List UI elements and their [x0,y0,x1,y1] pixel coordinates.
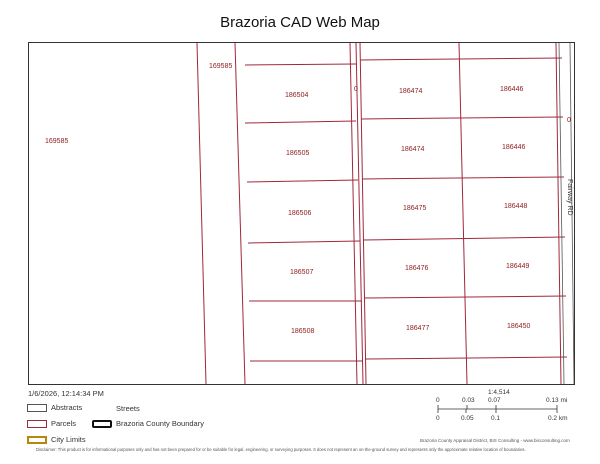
timestamp: 1/6/2026, 12:14:34 PM [28,389,104,398]
legend-label: Abstracts [51,403,83,412]
parcel-label: 186477 [406,325,430,332]
parcel-label: 186474 [399,88,423,95]
scale-ratio: 1:4,514 [488,389,510,396]
parcel-label: 186446 [500,86,524,93]
parcel-label: 186475 [403,205,427,212]
parcel-label: 186474 [401,146,425,153]
scale-tick: 0.2 km [548,415,568,422]
legend-parcels [27,419,76,428]
scale-tick: 0 [436,415,440,422]
parcel-label: 186476 [405,265,429,272]
map-frame[interactable] [28,42,575,385]
legend-abstracts [27,403,82,412]
parcel-label: 186450 [507,323,531,330]
scale-tick: 0.07 [488,397,501,404]
legend-streets [92,404,140,413]
parcel-label: 169585 [45,138,69,145]
parcel-label: 186448 [504,203,528,210]
parcel-label: 169585 [209,63,233,70]
parcel-label: 186446 [502,144,526,151]
city-limits-swatch [27,436,47,444]
legend-city-limits [27,435,86,444]
credit-text: Brazoria County Appraisal District, BIS Consulting - www.bisconsulting.com [420,438,570,443]
parcel-label: 0 [567,117,571,124]
parcel-label: 186505 [286,150,310,157]
abstracts-swatch [27,404,47,412]
scale-tick: 0.13 mi [546,397,568,404]
legend-label: Brazoria County Boundary [116,419,204,428]
parcel-label: 186506 [288,210,312,217]
scale-tick: 0.05 [461,415,474,422]
legend-county-boundary [92,419,204,428]
parcel-label: 186449 [506,263,530,270]
parcel-label: 186504 [285,92,309,99]
parcel-label: 186508 [291,328,315,335]
legend-label: Streets [116,404,140,413]
scale-tick: 0.03 [462,397,475,404]
street-label: Fairway RD [566,179,573,216]
parcel-label: 186507 [290,269,314,276]
county-boundary-swatch [92,420,112,428]
legend-label: City Limits [51,435,86,444]
parcels-swatch [27,420,47,428]
parcel-label: 0 [354,86,358,93]
legend-label: Parcels [51,419,77,428]
scale-tick: 0 [436,397,440,404]
disclaimer-text: Disclaimer: This product is for informational purposes only and has not been prepared for or be suitable for legal, engineering, or surveying purposes. It does not represent an on-the-ground survey and represents only the approximate relative location of boundaries. [36,447,526,452]
streets-swatch [92,408,112,409]
map-title: Brazoria CAD Web Map [220,14,380,31]
scale-tick: 0.1 [491,415,501,422]
scale-bar [436,389,576,429]
